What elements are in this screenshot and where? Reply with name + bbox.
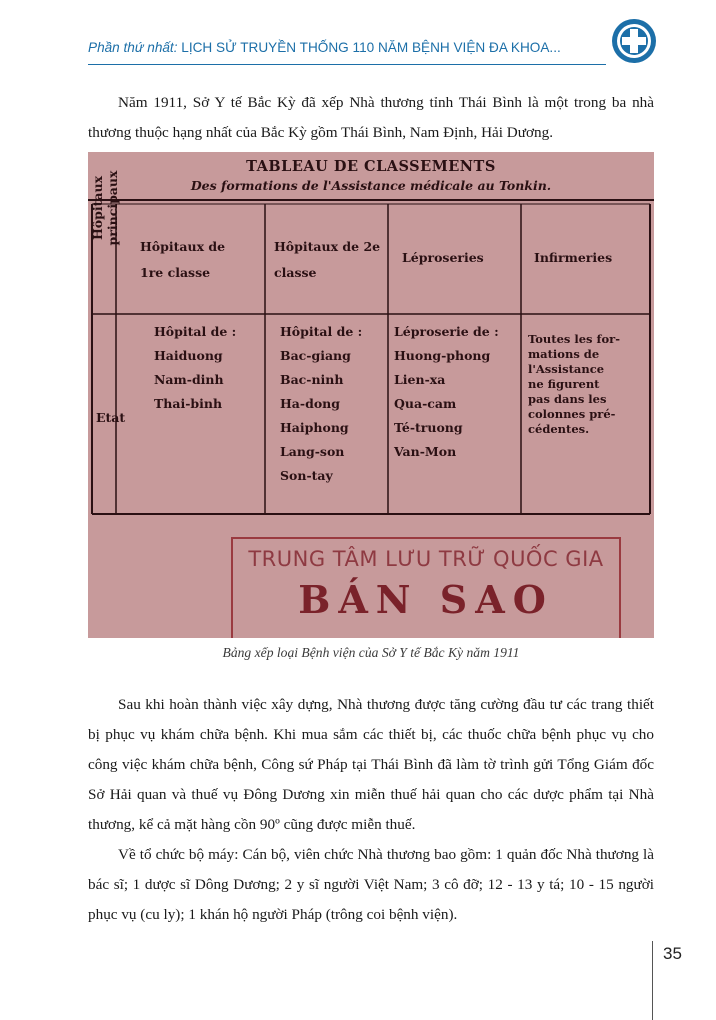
col4-header: Infirmeries xyxy=(534,250,613,265)
list-item: ne figurent xyxy=(528,377,600,391)
list-item: l'Assistance xyxy=(528,362,605,376)
list-item: Haiphong xyxy=(280,420,349,435)
image-caption: Bảng xếp loại Bệnh viện của Sở Y tế Bắc Kỳ năm 1911 xyxy=(222,645,520,660)
list-item: Hôpital de : xyxy=(154,324,237,339)
list-item: colonnes pré- xyxy=(528,407,616,421)
body-paragraph: Về tổ chức bộ máy: Cán bộ, viên chức Nhà thương bao gồm: 1 quản đốc Nhà thương là bác sĩ; 1 dược sĩ Dông Dương; 2 y sĩ người Việt Nam; 3 cô đỡ; 12 - 13 y tá; 10 - 15 người phục vụ (cu ly); 1 khán hộ người Pháp (trông coi bệnh viện). xyxy=(88,846,654,923)
list-item: Van-Mon xyxy=(394,444,457,459)
archival-document-image xyxy=(88,152,654,638)
col1-list xyxy=(154,320,236,416)
list-item: Toutes les for- xyxy=(528,332,620,346)
intro-paragraph: Năm 1911, Sở Y tế Bắc Kỳ đã xếp Nhà thương tỉnh Thái Bình là một trong ba nhà thương thuộc hạng nhất của Bắc Kỳ gồm Thái Bình, Nam Định, Hải Dương. xyxy=(88,94,654,141)
col2-list xyxy=(280,320,362,488)
list-item: Huong-phong xyxy=(394,348,491,363)
running-header-title: LỊCH SỬ TRUYỀN THỐNG 110 NĂM BỆNH VIỆN ĐA KHOA... xyxy=(181,40,561,55)
list-item: Hôpital de : xyxy=(280,324,363,339)
list-item: cédentes. xyxy=(528,422,590,436)
stamp-line1: TRUNG TÂM LƯU TRỮ QUỐC GIA xyxy=(248,547,604,571)
header-divider xyxy=(88,64,606,65)
list-item: Ha-dong xyxy=(280,396,341,411)
col3-header: Léproseries xyxy=(402,250,484,265)
row-header-vertical: Hôpitaux principaux xyxy=(90,170,120,246)
list-item: Thai-binh xyxy=(154,396,223,411)
running-header xyxy=(88,40,561,55)
list-item: Léproserie de : xyxy=(394,324,499,339)
page-number-divider xyxy=(652,941,653,1020)
list-item: Son-tay xyxy=(280,468,333,483)
document-title: TABLEAU DE CLASSEMENTS xyxy=(246,158,496,175)
list-item: mations de xyxy=(528,347,600,361)
list-item: Nam-dinh xyxy=(154,372,224,387)
col4-list xyxy=(528,332,620,437)
col1-header: Hôpitaux de 1re classe xyxy=(140,239,226,280)
body-paragraph: Sau khi hoàn thành việc xây dựng, Nhà thương được tăng cường đầu tư các trang thiết bị phục vụ khám chữa bệnh. Khi mua sắm các thiết bị, các thuốc chữa bệnh phục vụ cho công việc khám chữa bệnh, Công sứ Pháp tại Thái Bình đã làm tờ trình gửi Tổng Giám đốc Sở Hải quan và thuế vụ Đông Dương xin miễn thuế hải quan cho các dược phẩm tại Nhà thương, kể cả mặt hàng cồn 90º cũng được miễn thuế. xyxy=(88,696,654,833)
list-item: Bac-ninh xyxy=(280,372,344,387)
list-item: Té-truong xyxy=(394,420,463,435)
list-item: Qua-cam xyxy=(394,396,457,411)
running-header-part: Phần thứ nhất: xyxy=(88,40,178,55)
document-subtitle: Des formations de l'Assistance médicale au Tonkin. xyxy=(190,178,552,193)
row-label: Etat xyxy=(96,410,126,425)
list-item: Bac-giang xyxy=(280,348,351,363)
list-item: Lien-xa xyxy=(394,372,446,387)
col2-header: Hôpitaux de 2e classe xyxy=(274,239,381,280)
col3-list xyxy=(394,320,499,464)
archive-stamp xyxy=(231,537,621,638)
list-item: Lang-son xyxy=(280,444,345,459)
list-item: Haiduong xyxy=(154,348,223,363)
hospital-logo-icon xyxy=(610,17,658,65)
page-number: 35 xyxy=(663,944,682,963)
stamp-line2: BÁN SAO xyxy=(298,577,554,622)
list-item: pas dans les xyxy=(528,392,607,406)
